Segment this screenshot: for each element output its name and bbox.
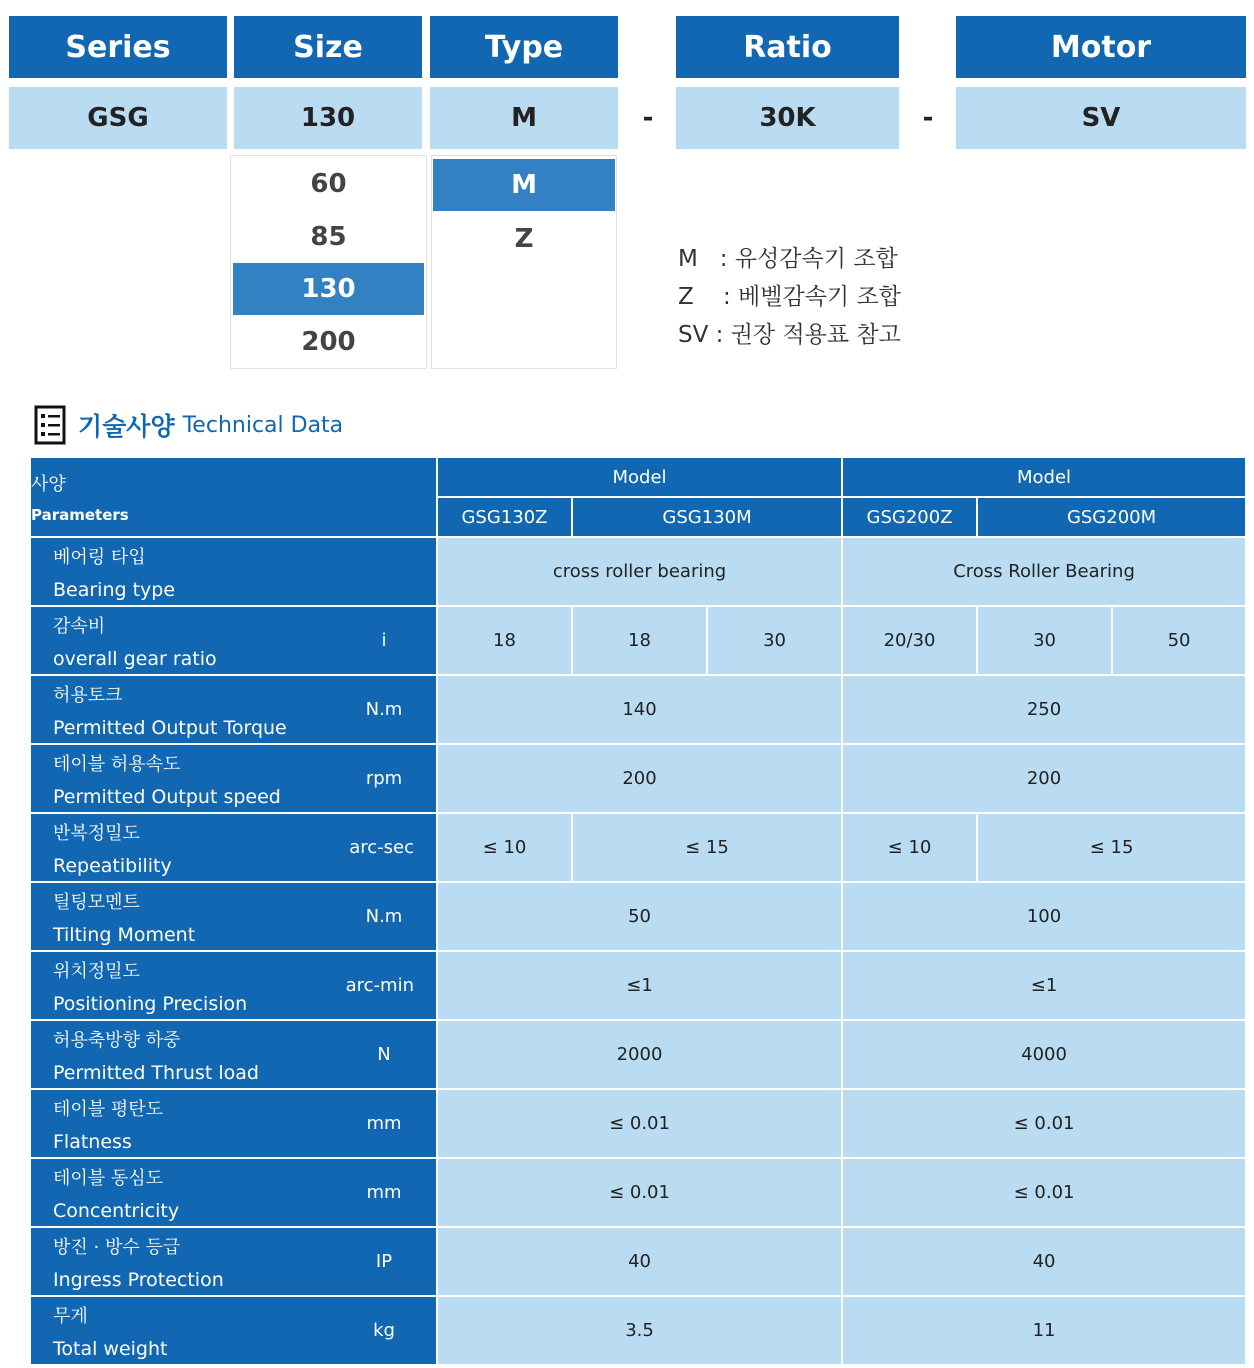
value-130: 50 <box>437 882 842 951</box>
ratio-value: 30K <box>676 87 899 149</box>
param-unit: arc-min <box>345 975 414 996</box>
param-cell <box>30 1020 437 1089</box>
table-row <box>30 1158 1246 1227</box>
table-row <box>30 1227 1246 1296</box>
value-200: 250 <box>842 675 1246 744</box>
param-unit: kg <box>373 1320 395 1341</box>
value-200: ≤1 <box>842 951 1246 1020</box>
ratio-header: Ratio <box>676 16 899 78</box>
param-kr: 방진 · 방수 등급 <box>53 1236 181 1258</box>
param-kr: 테이블 평탄도 <box>53 1098 164 1120</box>
param-en: Flatness <box>53 1130 132 1153</box>
param-kr: 위치정밀도 <box>53 960 140 982</box>
value-130: cross roller bearing <box>437 537 842 606</box>
table-row <box>30 1020 1246 1089</box>
param-kr: 허용축방향 하중 <box>53 1029 181 1051</box>
table-row <box>30 1089 1246 1158</box>
param-kr: 테이블 동심도 <box>53 1167 164 1189</box>
value-130: 2000 <box>437 1020 842 1089</box>
size-option-200: 200 <box>301 327 356 357</box>
spec-table <box>29 456 1247 1366</box>
param-unit: N <box>377 1044 391 1065</box>
table-row <box>30 675 1246 744</box>
type-option-m: M <box>433 159 615 211</box>
value-130: 200 <box>437 744 842 813</box>
model-gsg200z: GSG200Z <box>842 497 977 537</box>
size-value: 130 <box>234 87 422 149</box>
series-header: Series <box>9 16 227 78</box>
model-header-200: Model <box>842 457 1246 497</box>
param-kr: 틸팅모멘트 <box>53 891 140 913</box>
param-en: overall gear ratio <box>53 647 217 670</box>
value-130: ≤1 <box>437 951 842 1020</box>
param-kr: 테이블 허용속도 <box>53 753 181 775</box>
separator-dash: - <box>922 103 934 133</box>
size-option-130: 130 <box>233 263 424 315</box>
value-cell: ≤ 10 <box>842 813 977 882</box>
value-200: 100 <box>842 882 1246 951</box>
param-unit: rpm <box>365 768 403 789</box>
value-200: Cross Roller Bearing <box>842 537 1246 606</box>
separator-dash: - <box>642 103 654 133</box>
value-200: 200 <box>842 744 1246 813</box>
param-unit: i <box>381 630 387 651</box>
value-cell: 50 <box>1112 606 1246 675</box>
value-130: ≤ 0.01 <box>437 1089 842 1158</box>
value-cell: ≤ 15 <box>977 813 1246 882</box>
value-cell: ≤ 10 <box>437 813 572 882</box>
size-option-60: 60 <box>310 169 347 199</box>
section-title <box>34 404 343 446</box>
size-header: Size <box>234 16 422 78</box>
value-cell: ≤ 15 <box>572 813 842 882</box>
value-cell: 18 <box>572 606 707 675</box>
type-option-z: Z <box>514 224 534 254</box>
table-row <box>30 537 1246 606</box>
motor-header: Motor <box>956 16 1246 78</box>
value-130: 40 <box>437 1227 842 1296</box>
value-cell: 20/30 <box>842 606 977 675</box>
model-gsg130z: GSG130Z <box>437 497 572 537</box>
param-en: Total weight <box>53 1337 168 1360</box>
param-en: Bearing type <box>53 578 176 601</box>
value-200: 11 <box>842 1296 1246 1365</box>
param-cell <box>30 1158 437 1227</box>
parameters-header <box>30 457 437 537</box>
param-cell <box>30 951 437 1020</box>
section-title-en: Technical Data <box>182 412 344 438</box>
param-cell <box>30 606 437 675</box>
param-unit: arc-sec <box>349 837 414 858</box>
legend-m: M : 유성감속기 조합 <box>678 246 898 272</box>
value-200: ≤ 0.01 <box>842 1158 1246 1227</box>
param-unit: mm <box>366 1182 402 1203</box>
param-kr: 허용토크 <box>53 684 123 706</box>
param-en: Permitted Output Torque <box>53 716 287 739</box>
param-cell <box>30 1227 437 1296</box>
param-en: Permitted Output speed <box>53 785 281 808</box>
parameters-header-en: Parameters <box>31 506 129 524</box>
param-cell <box>30 1296 437 1365</box>
parameters-header-kr: 사양 <box>31 474 66 495</box>
model-gsg200m: GSG200M <box>977 497 1246 537</box>
list-icon <box>34 405 66 445</box>
param-unit: N.m <box>365 906 403 927</box>
param-en: Tilting Moment <box>53 923 196 946</box>
param-unit: IP <box>375 1251 393 1272</box>
value-130: 140 <box>437 675 842 744</box>
legend-z: Z : 베벨감속기 조합 <box>678 284 901 310</box>
size-options <box>230 155 427 369</box>
value-200: 40 <box>842 1227 1246 1296</box>
value-200: ≤ 0.01 <box>842 1089 1246 1158</box>
table-row <box>30 882 1246 951</box>
param-unit: mm <box>366 1113 402 1134</box>
value-cell: 30 <box>707 606 842 675</box>
param-en: Concentricity <box>53 1199 180 1222</box>
type-value: M <box>430 87 618 149</box>
model-gsg130m: GSG130M <box>572 497 842 537</box>
param-cell <box>30 537 437 606</box>
value-130: ≤ 0.01 <box>437 1158 842 1227</box>
table-row <box>30 951 1246 1020</box>
value-cell: 30 <box>977 606 1112 675</box>
size-option-85: 85 <box>310 222 347 252</box>
model-header-130: Model <box>437 457 842 497</box>
table-row <box>30 1296 1246 1365</box>
param-kr: 반복정밀도 <box>53 822 140 844</box>
param-kr: 감속비 <box>53 615 106 637</box>
section-title-kr: 기술사양 <box>78 412 175 441</box>
value-cell: 18 <box>437 606 572 675</box>
motor-value: SV <box>956 87 1246 149</box>
param-cell <box>30 744 437 813</box>
param-cell <box>30 1089 437 1158</box>
param-cell <box>30 813 437 882</box>
param-kr: 무게 <box>53 1305 88 1327</box>
value-200: 4000 <box>842 1020 1246 1089</box>
type-header: Type <box>430 16 618 78</box>
param-kr: 베어링 타입 <box>53 546 146 568</box>
param-cell <box>30 882 437 951</box>
value-130: 3.5 <box>437 1296 842 1365</box>
param-en: Repeatibility <box>53 854 172 877</box>
series-value: GSG <box>9 87 227 149</box>
param-en: Ingress Protection <box>53 1268 224 1291</box>
param-cell <box>30 675 437 744</box>
table-row <box>30 744 1246 813</box>
param-unit: N.m <box>365 699 403 720</box>
table-row <box>30 606 1246 675</box>
legend-sv: SV : 권장 적용표 참고 <box>678 322 901 348</box>
table-row <box>30 813 1246 882</box>
param-en: Permitted Thrust load <box>53 1061 259 1084</box>
param-en: Positioning Precision <box>53 992 248 1015</box>
type-options <box>431 155 617 369</box>
